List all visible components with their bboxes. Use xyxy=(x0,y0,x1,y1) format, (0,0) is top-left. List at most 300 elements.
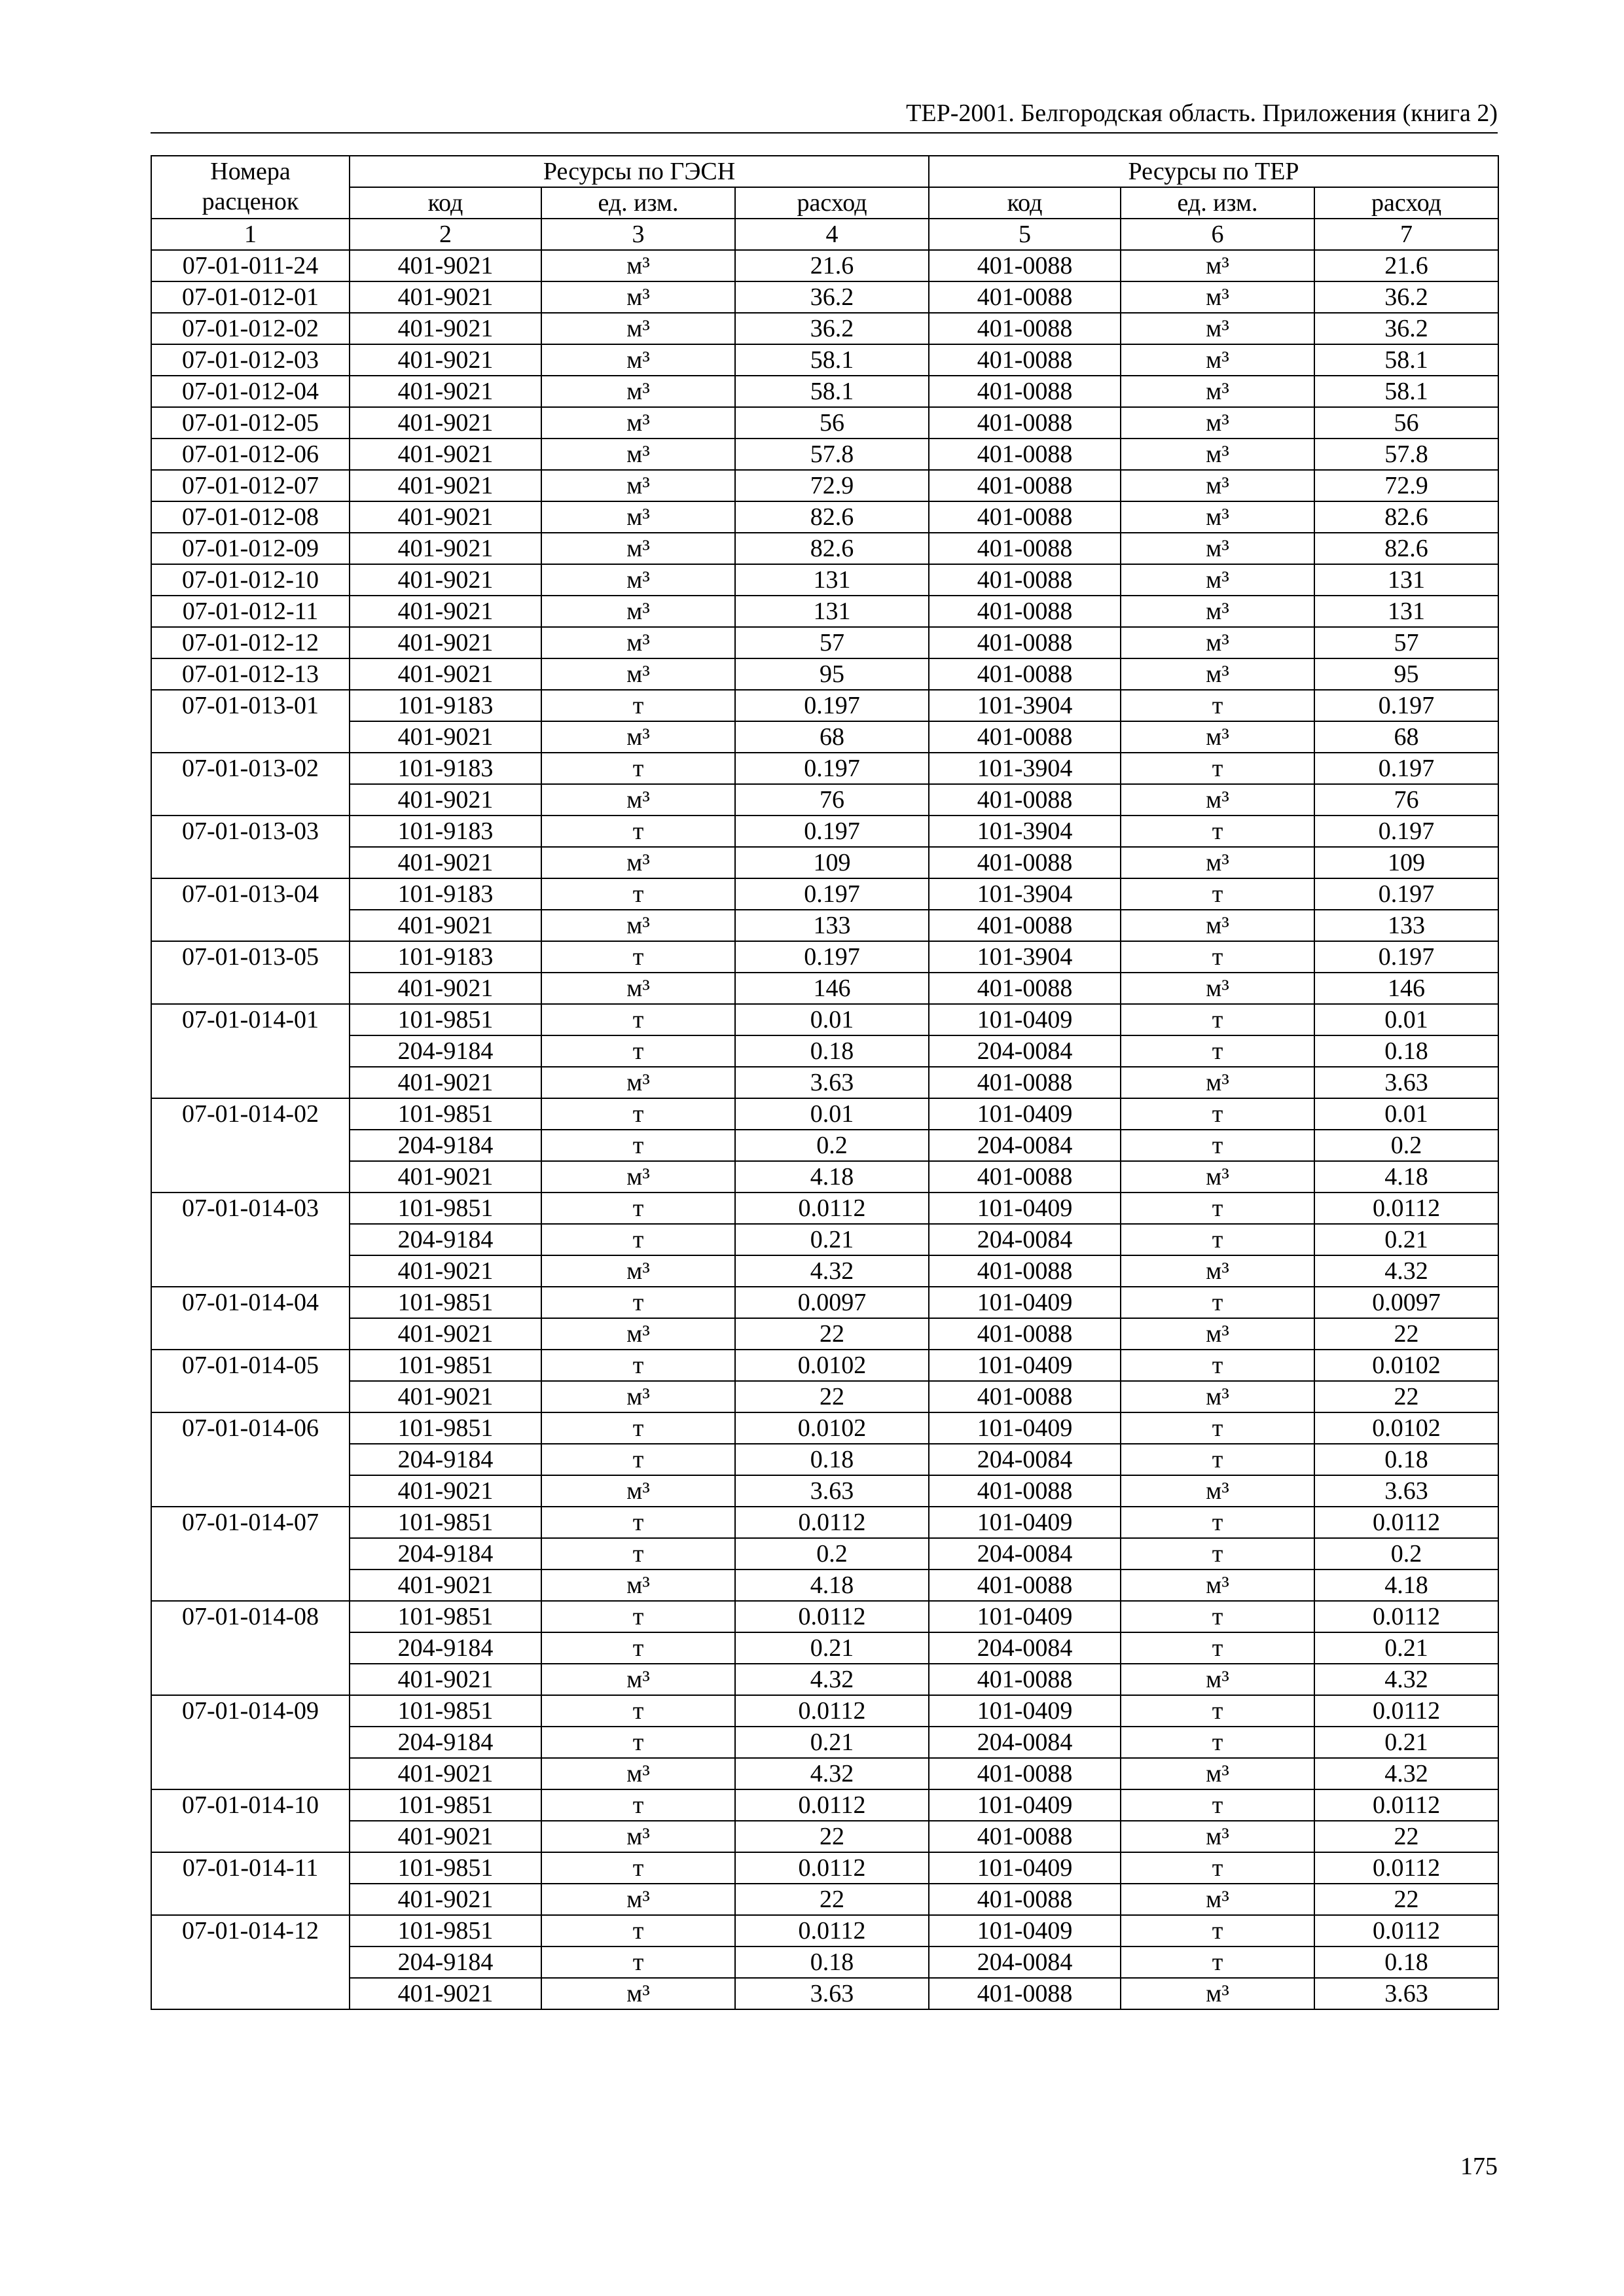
table-row xyxy=(151,784,1498,816)
ter-code-cell: 401-0088 xyxy=(929,1475,1121,1507)
gesn-unit-cell: т xyxy=(541,1130,735,1161)
ter-code-cell: 101-0409 xyxy=(929,1412,1121,1444)
ter-code-cell: 401-0088 xyxy=(929,1381,1121,1412)
gesn-unit-cell: м³ xyxy=(541,847,735,878)
header-ter-code: код xyxy=(929,187,1121,219)
table-row xyxy=(151,533,1498,564)
gesn-code-cell: 401-9021 xyxy=(350,407,541,439)
table-row xyxy=(151,596,1498,627)
ter-unit-cell: м³ xyxy=(1121,1664,1314,1695)
ter-unit-cell: м³ xyxy=(1121,910,1314,941)
gesn-code-cell: 401-9021 xyxy=(350,313,541,344)
rate-number-cell: 07-01-013-05 xyxy=(151,941,350,1004)
gesn-code-cell: 401-9021 xyxy=(350,281,541,313)
gesn-consumption-cell: 36.2 xyxy=(735,281,929,313)
ter-unit-cell: м³ xyxy=(1121,533,1314,564)
ter-unit-cell: м³ xyxy=(1121,784,1314,816)
gesn-consumption-cell: 131 xyxy=(735,596,929,627)
table-row xyxy=(151,1287,1498,1318)
gesn-unit-cell: т xyxy=(541,878,735,910)
gesn-code-cell: 101-9183 xyxy=(350,690,541,721)
ter-consumption-cell: 22 xyxy=(1314,1318,1498,1350)
gesn-unit-cell: т xyxy=(541,1035,735,1067)
gesn-code-cell: 401-9021 xyxy=(350,1570,541,1601)
ter-unit-cell: т xyxy=(1121,1601,1314,1632)
gesn-consumption-cell: 22 xyxy=(735,1381,929,1412)
ter-code-cell: 101-3904 xyxy=(929,941,1121,973)
ter-unit-cell: м³ xyxy=(1121,439,1314,470)
document-title: ТЕР-2001. Белгородская область. Приложения (книга 2) xyxy=(906,99,1498,127)
table-row xyxy=(151,1821,1498,1852)
gesn-consumption-cell: 0.01 xyxy=(735,1004,929,1035)
gesn-code-cell: 401-9021 xyxy=(350,1821,541,1852)
ter-code-cell: 401-0088 xyxy=(929,784,1121,816)
gesn-consumption-cell: 22 xyxy=(735,1318,929,1350)
gesn-consumption-cell: 0.2 xyxy=(735,1130,929,1161)
rate-number-cell: 07-01-014-06 xyxy=(151,1412,350,1507)
rate-number-cell: 07-01-012-01 xyxy=(151,281,350,313)
gesn-consumption-cell: 0.0102 xyxy=(735,1412,929,1444)
header-rate-numbers-line1: Номера xyxy=(210,158,291,185)
ter-code-cell: 401-0088 xyxy=(929,470,1121,501)
gesn-code-cell: 401-9021 xyxy=(350,973,541,1004)
ter-code-cell: 101-0409 xyxy=(929,1601,1121,1632)
ter-unit-cell: м³ xyxy=(1121,501,1314,533)
gesn-consumption-cell: 4.32 xyxy=(735,1758,929,1789)
gesn-unit-cell: м³ xyxy=(541,1381,735,1412)
table-row xyxy=(151,1475,1498,1507)
ter-code-cell: 101-0409 xyxy=(929,1098,1121,1130)
gesn-consumption-cell: 72.9 xyxy=(735,470,929,501)
gesn-code-cell: 401-9021 xyxy=(350,344,541,376)
ter-code-cell: 401-0088 xyxy=(929,1318,1121,1350)
ter-consumption-cell: 95 xyxy=(1314,658,1498,690)
column-number: 1 xyxy=(151,219,350,250)
ter-code-cell: 401-0088 xyxy=(929,250,1121,281)
ter-code-cell: 401-0088 xyxy=(929,407,1121,439)
ter-consumption-cell: 57.8 xyxy=(1314,439,1498,470)
ter-unit-cell: т xyxy=(1121,1412,1314,1444)
ter-consumption-cell: 0.0112 xyxy=(1314,1789,1498,1821)
ter-consumption-cell: 22 xyxy=(1314,1821,1498,1852)
ter-code-cell: 101-0409 xyxy=(929,1852,1121,1884)
table-row xyxy=(151,1193,1498,1224)
ter-code-cell: 401-0088 xyxy=(929,281,1121,313)
gesn-code-cell: 204-9184 xyxy=(350,1946,541,1978)
ter-unit-cell: т xyxy=(1121,1035,1314,1067)
header-group-gesn: Ресурсы по ГЭСН xyxy=(350,156,929,187)
ter-unit-cell: т xyxy=(1121,1098,1314,1130)
rate-number-cell: 07-01-012-09 xyxy=(151,533,350,564)
gesn-unit-cell: т xyxy=(541,1946,735,1978)
page-header xyxy=(151,97,1498,134)
ter-code-cell: 101-0409 xyxy=(929,1004,1121,1035)
gesn-unit-cell: м³ xyxy=(541,533,735,564)
ter-code-cell: 401-0088 xyxy=(929,376,1121,407)
gesn-consumption-cell: 36.2 xyxy=(735,313,929,344)
gesn-code-cell: 401-9021 xyxy=(350,1318,541,1350)
header-row-columns xyxy=(151,187,1498,219)
gesn-consumption-cell: 109 xyxy=(735,847,929,878)
ter-code-cell: 401-0088 xyxy=(929,564,1121,596)
rate-number-cell: 07-01-012-06 xyxy=(151,439,350,470)
table-row xyxy=(151,690,1498,721)
gesn-unit-cell: м³ xyxy=(541,376,735,407)
ter-code-cell: 401-0088 xyxy=(929,627,1121,658)
table-row xyxy=(151,1570,1498,1601)
gesn-consumption-cell: 0.0112 xyxy=(735,1507,929,1538)
gesn-code-cell: 101-9183 xyxy=(350,753,541,784)
gesn-code-cell: 101-9851 xyxy=(350,1350,541,1381)
rate-number-cell: 07-01-014-11 xyxy=(151,1852,350,1915)
gesn-consumption-cell: 0.21 xyxy=(735,1727,929,1758)
rate-number-cell: 07-01-014-08 xyxy=(151,1601,350,1695)
gesn-consumption-cell: 0.0112 xyxy=(735,1601,929,1632)
gesn-consumption-cell: 82.6 xyxy=(735,501,929,533)
ter-consumption-cell: 4.32 xyxy=(1314,1255,1498,1287)
gesn-consumption-cell: 4.32 xyxy=(735,1664,929,1695)
column-number: 6 xyxy=(1121,219,1314,250)
table-row xyxy=(151,313,1498,344)
column-number: 2 xyxy=(350,219,541,250)
gesn-code-cell: 101-9851 xyxy=(350,1412,541,1444)
gesn-code-cell: 401-9021 xyxy=(350,439,541,470)
gesn-consumption-cell: 58.1 xyxy=(735,344,929,376)
gesn-unit-cell: т xyxy=(541,1193,735,1224)
gesn-code-cell: 101-9851 xyxy=(350,1695,541,1727)
ter-unit-cell: м³ xyxy=(1121,281,1314,313)
table-head xyxy=(151,156,1498,250)
gesn-unit-cell: м³ xyxy=(541,1255,735,1287)
table-row xyxy=(151,1664,1498,1695)
ter-consumption-cell: 0.0112 xyxy=(1314,1507,1498,1538)
table-row xyxy=(151,1884,1498,1915)
gesn-unit-cell: т xyxy=(541,753,735,784)
gesn-consumption-cell: 0.21 xyxy=(735,1224,929,1255)
ter-unit-cell: м³ xyxy=(1121,596,1314,627)
ter-code-cell: 401-0088 xyxy=(929,501,1121,533)
ter-consumption-cell: 3.63 xyxy=(1314,1978,1498,2009)
table-row xyxy=(151,627,1498,658)
ter-consumption-cell: 82.6 xyxy=(1314,533,1498,564)
gesn-unit-cell: м³ xyxy=(541,1161,735,1193)
ter-unit-cell: м³ xyxy=(1121,1255,1314,1287)
table-row xyxy=(151,1852,1498,1884)
ter-unit-cell: т xyxy=(1121,1727,1314,1758)
ter-consumption-cell: 3.63 xyxy=(1314,1067,1498,1098)
gesn-consumption-cell: 4.18 xyxy=(735,1161,929,1193)
table-row xyxy=(151,1161,1498,1193)
gesn-consumption-cell: 58.1 xyxy=(735,376,929,407)
ter-code-cell: 401-0088 xyxy=(929,533,1121,564)
ter-unit-cell: м³ xyxy=(1121,470,1314,501)
gesn-unit-cell: т xyxy=(541,1098,735,1130)
ter-unit-cell: т xyxy=(1121,1632,1314,1664)
ter-consumption-cell: 133 xyxy=(1314,910,1498,941)
ter-consumption-cell: 56 xyxy=(1314,407,1498,439)
ter-unit-cell: т xyxy=(1121,1350,1314,1381)
table-row xyxy=(151,1381,1498,1412)
ter-code-cell: 204-0084 xyxy=(929,1444,1121,1475)
ter-consumption-cell: 0.01 xyxy=(1314,1098,1498,1130)
ter-consumption-cell: 36.2 xyxy=(1314,313,1498,344)
gesn-consumption-cell: 0.197 xyxy=(735,878,929,910)
rate-number-cell: 07-01-013-03 xyxy=(151,816,350,878)
gesn-code-cell: 401-9021 xyxy=(350,1758,541,1789)
gesn-unit-cell: м³ xyxy=(541,627,735,658)
gesn-consumption-cell: 82.6 xyxy=(735,533,929,564)
ter-code-cell: 101-0409 xyxy=(929,1789,1121,1821)
ter-unit-cell: м³ xyxy=(1121,1570,1314,1601)
gesn-consumption-cell: 56 xyxy=(735,407,929,439)
ter-consumption-cell: 0.21 xyxy=(1314,1632,1498,1664)
ter-code-cell: 101-0409 xyxy=(929,1507,1121,1538)
gesn-code-cell: 101-9851 xyxy=(350,1852,541,1884)
ter-unit-cell: м³ xyxy=(1121,1978,1314,2009)
gesn-unit-cell: т xyxy=(541,1915,735,1946)
rate-number-cell: 07-01-013-01 xyxy=(151,690,350,753)
ter-consumption-cell: 0.197 xyxy=(1314,878,1498,910)
header-rate-numbers xyxy=(151,156,350,219)
table-row xyxy=(151,1601,1498,1632)
table-row xyxy=(151,878,1498,910)
gesn-unit-cell: м³ xyxy=(541,784,735,816)
ter-consumption-cell: 0.0112 xyxy=(1314,1601,1498,1632)
ter-code-cell: 401-0088 xyxy=(929,439,1121,470)
ter-unit-cell: м³ xyxy=(1121,1758,1314,1789)
gesn-consumption-cell: 76 xyxy=(735,784,929,816)
ter-code-cell: 401-0088 xyxy=(929,1978,1121,2009)
header-row-groups xyxy=(151,156,1498,187)
table-row xyxy=(151,564,1498,596)
gesn-unit-cell: м³ xyxy=(541,721,735,753)
gesn-code-cell: 401-9021 xyxy=(350,501,541,533)
gesn-code-cell: 401-9021 xyxy=(350,1475,541,1507)
header-ter-unit: ед. изм. xyxy=(1121,187,1314,219)
ter-code-cell: 204-0084 xyxy=(929,1946,1121,1978)
gesn-consumption-cell: 0.0102 xyxy=(735,1350,929,1381)
gesn-unit-cell: м³ xyxy=(541,1475,735,1507)
gesn-code-cell: 101-9851 xyxy=(350,1287,541,1318)
table-row xyxy=(151,1978,1498,2009)
ter-code-cell: 101-3904 xyxy=(929,753,1121,784)
gesn-code-cell: 401-9021 xyxy=(350,1381,541,1412)
gesn-code-cell: 101-9183 xyxy=(350,816,541,847)
table-row xyxy=(151,470,1498,501)
ter-consumption-cell: 0.0112 xyxy=(1314,1695,1498,1727)
rate-number-cell: 07-01-014-09 xyxy=(151,1695,350,1789)
gesn-unit-cell: м³ xyxy=(541,1067,735,1098)
ter-consumption-cell: 22 xyxy=(1314,1884,1498,1915)
gesn-consumption-cell: 4.18 xyxy=(735,1570,929,1601)
ter-unit-cell: м³ xyxy=(1121,627,1314,658)
table-row xyxy=(151,1727,1498,1758)
gesn-code-cell: 401-9021 xyxy=(350,564,541,596)
gesn-consumption-cell: 0.01 xyxy=(735,1098,929,1130)
ter-code-cell: 401-0088 xyxy=(929,1255,1121,1287)
header-rate-numbers-line2: расценок xyxy=(202,188,299,215)
gesn-consumption-cell: 3.63 xyxy=(735,1475,929,1507)
table-body xyxy=(151,250,1498,2009)
gesn-consumption-cell: 57 xyxy=(735,627,929,658)
gesn-unit-cell: м³ xyxy=(541,439,735,470)
rate-number-cell: 07-01-011-24 xyxy=(151,250,350,281)
gesn-code-cell: 204-9184 xyxy=(350,1035,541,1067)
ter-consumption-cell: 0.197 xyxy=(1314,690,1498,721)
gesn-unit-cell: т xyxy=(541,1632,735,1664)
gesn-code-cell: 101-9851 xyxy=(350,1789,541,1821)
table-row xyxy=(151,1224,1498,1255)
rate-number-cell: 07-01-013-04 xyxy=(151,878,350,941)
ter-consumption-cell: 109 xyxy=(1314,847,1498,878)
rate-number-cell: 07-01-012-05 xyxy=(151,407,350,439)
gesn-unit-cell: м³ xyxy=(541,1978,735,2009)
gesn-consumption-cell: 0.0112 xyxy=(735,1789,929,1821)
gesn-consumption-cell: 146 xyxy=(735,973,929,1004)
gesn-unit-cell: м³ xyxy=(541,470,735,501)
page-number: 175 xyxy=(1460,2153,1498,2180)
ter-consumption-cell: 68 xyxy=(1314,721,1498,753)
ter-consumption-cell: 0.21 xyxy=(1314,1727,1498,1758)
rate-number-cell: 07-01-014-05 xyxy=(151,1350,350,1412)
ter-consumption-cell: 58.1 xyxy=(1314,344,1498,376)
ter-unit-cell: м³ xyxy=(1121,1884,1314,1915)
gesn-code-cell: 101-9851 xyxy=(350,1601,541,1632)
table-row xyxy=(151,658,1498,690)
ter-consumption-cell: 82.6 xyxy=(1314,501,1498,533)
gesn-unit-cell: м³ xyxy=(541,501,735,533)
gesn-consumption-cell: 0.18 xyxy=(735,1946,929,1978)
table-row xyxy=(151,501,1498,533)
rate-number-cell: 07-01-012-03 xyxy=(151,344,350,376)
ter-consumption-cell: 21.6 xyxy=(1314,250,1498,281)
gesn-code-cell: 401-9021 xyxy=(350,1255,541,1287)
ter-unit-cell: т xyxy=(1121,1789,1314,1821)
gesn-unit-cell: м³ xyxy=(541,596,735,627)
rate-number-cell: 07-01-012-02 xyxy=(151,313,350,344)
ter-code-cell: 401-0088 xyxy=(929,344,1121,376)
column-number: 4 xyxy=(735,219,929,250)
ter-code-cell: 101-0409 xyxy=(929,1915,1121,1946)
table-row xyxy=(151,250,1498,281)
ter-unit-cell: т xyxy=(1121,1444,1314,1475)
gesn-consumption-cell: 0.197 xyxy=(735,690,929,721)
gesn-consumption-cell: 133 xyxy=(735,910,929,941)
gesn-consumption-cell: 4.32 xyxy=(735,1255,929,1287)
rate-number-cell: 07-01-014-12 xyxy=(151,1915,350,2009)
ter-unit-cell: т xyxy=(1121,1507,1314,1538)
table-row xyxy=(151,753,1498,784)
gesn-code-cell: 204-9184 xyxy=(350,1130,541,1161)
gesn-unit-cell: м³ xyxy=(541,910,735,941)
gesn-unit-cell: м³ xyxy=(541,1570,735,1601)
gesn-consumption-cell: 0.0097 xyxy=(735,1287,929,1318)
rate-number-cell: 07-01-014-07 xyxy=(151,1507,350,1601)
table-row xyxy=(151,344,1498,376)
table-row xyxy=(151,1538,1498,1570)
ter-unit-cell: м³ xyxy=(1121,1067,1314,1098)
ter-consumption-cell: 0.18 xyxy=(1314,1035,1498,1067)
gesn-code-cell: 101-9851 xyxy=(350,1193,541,1224)
ter-consumption-cell: 36.2 xyxy=(1314,281,1498,313)
gesn-unit-cell: м³ xyxy=(541,407,735,439)
ter-unit-cell: м³ xyxy=(1121,1318,1314,1350)
rate-number-cell: 07-01-012-10 xyxy=(151,564,350,596)
ter-consumption-cell: 76 xyxy=(1314,784,1498,816)
gesn-code-cell: 101-9183 xyxy=(350,878,541,910)
gesn-consumption-cell: 95 xyxy=(735,658,929,690)
ter-unit-cell: м³ xyxy=(1121,376,1314,407)
ter-unit-cell: м³ xyxy=(1121,250,1314,281)
rate-number-cell: 07-01-012-07 xyxy=(151,470,350,501)
ter-code-cell: 401-0088 xyxy=(929,847,1121,878)
ter-unit-cell: т xyxy=(1121,878,1314,910)
rate-number-cell: 07-01-014-02 xyxy=(151,1098,350,1193)
gesn-code-cell: 101-9851 xyxy=(350,1507,541,1538)
gesn-code-cell: 401-9021 xyxy=(350,847,541,878)
ter-code-cell: 204-0084 xyxy=(929,1224,1121,1255)
gesn-code-cell: 204-9184 xyxy=(350,1224,541,1255)
resources-table xyxy=(151,155,1499,2010)
ter-consumption-cell: 0.0102 xyxy=(1314,1412,1498,1444)
ter-code-cell: 401-0088 xyxy=(929,658,1121,690)
ter-unit-cell: т xyxy=(1121,941,1314,973)
gesn-unit-cell: м³ xyxy=(541,658,735,690)
ter-consumption-cell: 3.63 xyxy=(1314,1475,1498,1507)
rate-number-cell: 07-01-014-10 xyxy=(151,1789,350,1852)
column-number: 3 xyxy=(541,219,735,250)
ter-unit-cell: т xyxy=(1121,690,1314,721)
gesn-unit-cell: м³ xyxy=(541,1318,735,1350)
ter-code-cell: 101-3904 xyxy=(929,690,1121,721)
ter-consumption-cell: 146 xyxy=(1314,973,1498,1004)
table-row xyxy=(151,1350,1498,1381)
gesn-consumption-cell: 3.63 xyxy=(735,1067,929,1098)
table-row xyxy=(151,1035,1498,1067)
gesn-code-cell: 401-9021 xyxy=(350,376,541,407)
ter-unit-cell: т xyxy=(1121,1287,1314,1318)
table-row xyxy=(151,1318,1498,1350)
table-row xyxy=(151,1758,1498,1789)
gesn-code-cell: 401-9021 xyxy=(350,250,541,281)
header-gesn-unit: ед. изм. xyxy=(541,187,735,219)
ter-unit-cell: т xyxy=(1121,1004,1314,1035)
gesn-unit-cell: т xyxy=(541,1412,735,1444)
gesn-unit-cell: т xyxy=(541,1224,735,1255)
gesn-code-cell: 204-9184 xyxy=(350,1444,541,1475)
rate-number-cell: 07-01-012-08 xyxy=(151,501,350,533)
table-row xyxy=(151,407,1498,439)
gesn-code-cell: 401-9021 xyxy=(350,658,541,690)
rate-number-cell: 07-01-012-13 xyxy=(151,658,350,690)
gesn-code-cell: 101-9183 xyxy=(350,941,541,973)
column-number: 7 xyxy=(1314,219,1498,250)
ter-code-cell: 204-0084 xyxy=(929,1632,1121,1664)
gesn-code-cell: 401-9021 xyxy=(350,1978,541,2009)
gesn-code-cell: 401-9021 xyxy=(350,1067,541,1098)
ter-code-cell: 204-0084 xyxy=(929,1727,1121,1758)
gesn-code-cell: 401-9021 xyxy=(350,627,541,658)
ter-unit-cell: т xyxy=(1121,1946,1314,1978)
ter-consumption-cell: 131 xyxy=(1314,596,1498,627)
ter-consumption-cell: 0.01 xyxy=(1314,1004,1498,1035)
ter-consumption-cell: 72.9 xyxy=(1314,470,1498,501)
ter-code-cell: 401-0088 xyxy=(929,1884,1121,1915)
ter-code-cell: 101-0409 xyxy=(929,1287,1121,1318)
gesn-code-cell: 401-9021 xyxy=(350,1664,541,1695)
table-row xyxy=(151,1412,1498,1444)
ter-unit-cell: м³ xyxy=(1121,564,1314,596)
